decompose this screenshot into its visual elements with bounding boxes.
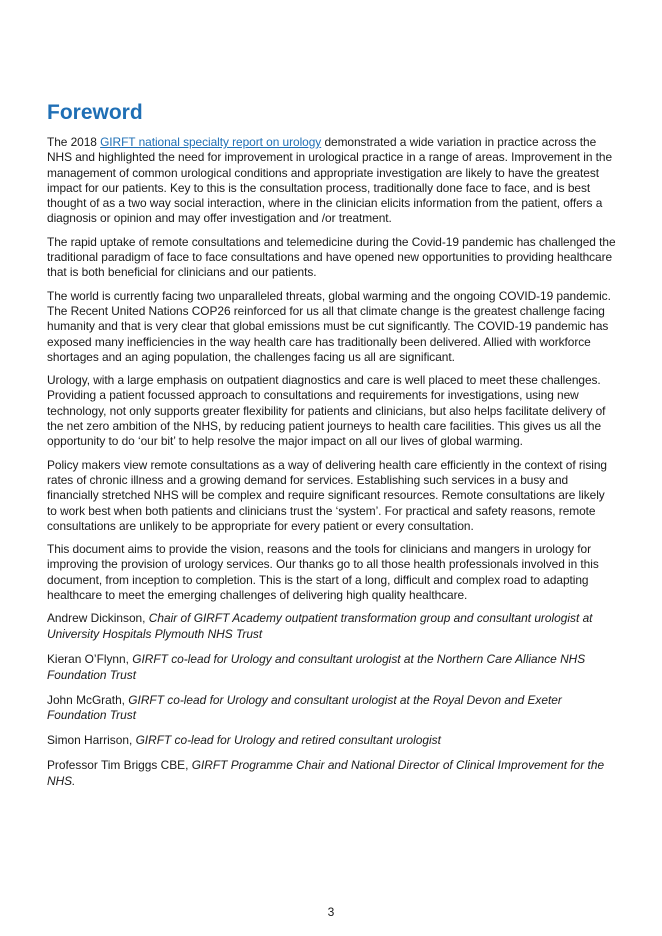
paragraph-6: This document aims to provide the vision, reasons and the tools for clinicians and mangers in urology for improving the provision of urology services. Our thanks go to all those health professionals involved in this document, from inception to completion. This is the start of a long, difficult and complex road to adapting healthcare to meet the emerging challenges of delivering high quality healthcare. bbox=[47, 542, 599, 603]
signatory-role: GIRFT Programme Chair and National Director of Clinical Improvement for the NHS. bbox=[47, 757, 605, 788]
paragraph-2: The rapid uptake of remote consultations and telemedicine during the Covid-19 pandemic has challenged the traditional paradigm of face to face consultations and have opened new opportunities to providing healthcare that is both beneficial for clinicians and our patients. bbox=[47, 234, 616, 280]
signatory-name: Professor Tim Briggs CBE, bbox=[47, 757, 192, 772]
signatory-role: GIRFT co-lead for Urology and retired consultant urologist bbox=[135, 733, 441, 748]
signatory bbox=[47, 652, 616, 684]
signatory bbox=[47, 733, 616, 749]
signatory-role: Chair of GIRFT Academy outpatient transformation group and consultant urologist at University Hospitals Plymouth NHS Trust bbox=[47, 611, 593, 642]
signatory-role: GIRFT co-lead for Urology and consultant urologist at the Northern Care Alliance NHS Foundation Trust bbox=[47, 651, 586, 682]
signatory bbox=[47, 693, 616, 725]
signatory-name: Simon Harrison, bbox=[47, 733, 136, 748]
paragraph-1 bbox=[47, 135, 616, 227]
document-page bbox=[47, 100, 616, 798]
paragraph-5: Policy makers view remote consultations as a way of delivering health care efficiently in the context of rising rates of chronic illness and a growing demand for services. Establishing such services in a busy and financially stretched NHS will be complex and require significant resources. Remote consultations are likely to work best when both patients and clinicians trust the ‘system’. For practical and safety reasons, remote consultations are unlikely to be appropriate for every patient or every consultation. bbox=[47, 457, 607, 533]
signatories-list bbox=[47, 611, 616, 789]
signatory-role: GIRFT co-lead for Urology and consultant urologist at the Royal Devon and Exeter Foundation Trust bbox=[47, 692, 562, 723]
page-number: 3 bbox=[327, 905, 335, 919]
signatory-name: Kieran O’Flynn, bbox=[47, 651, 133, 666]
paragraph-1-suffix: demonstrated a wide variation in practice across the NHS and highlighted the need for improvement in urological practice in a range of areas. Improvement in the management of common urological conditions and appropriate investigation are likely to have the greatest impact for our patients. Key to this is the consultation process, traditionally done face to face, and is best thought of as a two way social interaction, where in the clinician elicits information from the patient, offers a diagnosis or opinion and may offer investigation and /or treatment. bbox=[47, 135, 613, 226]
girft-report-link[interactable]: GIRFT national specialty report on urology bbox=[100, 135, 322, 149]
signatory bbox=[47, 611, 616, 643]
paragraph-4: Urology, with a large emphasis on outpatient diagnostics and care is well placed to meet these challenges. Providing a patient focussed approach to consultations and requirements for investigations, using new technology, not only supports greater flexibility for patients and clinicians, but also helps facilitate delivery of the net zero ambition of the NHS, by reducing patient journeys to health care facilities. This gives us all the opportunity to do ‘our bit’ to help resolve the major impact on all our lives of global warming. bbox=[47, 373, 606, 449]
page-title: Foreword bbox=[47, 101, 143, 124]
signatory-name: Andrew Dickinson, bbox=[47, 611, 149, 626]
paragraph-1-prefix: The 2018 bbox=[47, 135, 101, 149]
signatory bbox=[47, 758, 616, 790]
paragraph-3: The world is currently facing two unparalleled threats, global warming and the ongoing COVID-19 pandemic. The Recent United Nations COP26 reinforced for us all that climate change is the greatest challenge facing humanity and that is very clear that global emissions must be cut significantly. The COVID-19 pandemic has exposed many inefficiencies in the way health care has traditionally been delivered. Allied with workforce shortages and an aging population, the challenges facing us all are significant. bbox=[47, 288, 611, 364]
signatory-name: John McGrath, bbox=[47, 692, 129, 707]
